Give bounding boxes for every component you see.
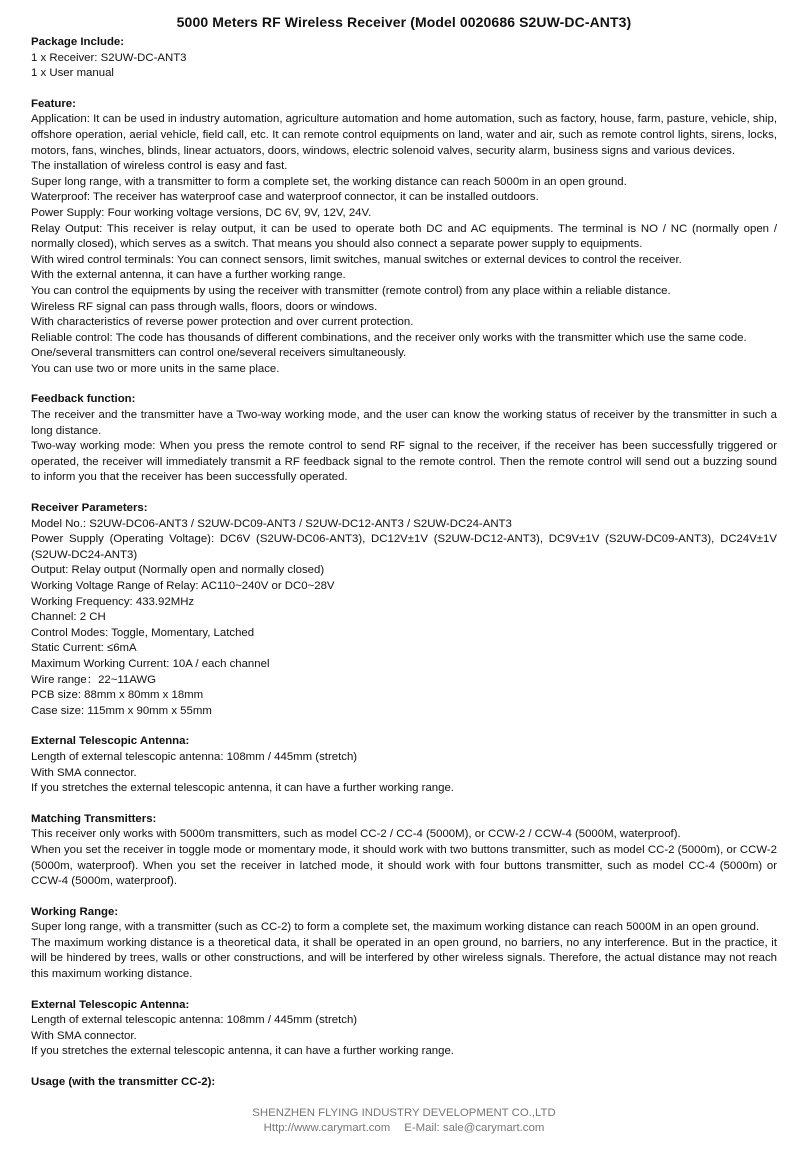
section-paragraph: Power Supply (Operating Voltage): DC6V (S2UW-DC06-ANT3), DC12V±1V (S2UW-DC12-ANT3), DC9V±1V (S2UW-DC09-ANT3), DC24V±1V (S2UW-DC24-ANT3) (31, 533, 777, 561)
section-heading: Feedback function: (31, 393, 136, 406)
section-paragraph: You can use two or more units in the same place. (31, 362, 280, 375)
section-heading: Receiver Parameters: (31, 502, 148, 515)
page-footer (0, 1106, 808, 1136)
section-paragraph: Case size: 115mm x 90mm x 55mm (31, 704, 212, 717)
sections-container (31, 35, 777, 1091)
section-heading: External Telescopic Antenna: (31, 998, 190, 1011)
section-paragraph: The installation of wireless control is easy and fast. (31, 160, 288, 173)
section-paragraph: The receiver and the transmitter have a Two-way working mode, and the user can know the working status of receiver by the transmitter in such a long distance. (31, 409, 777, 437)
section (31, 998, 777, 1060)
section-paragraph: Super long range, with a transmitter to form a complete set, the working distance can reach 5000m in an open ground. (31, 175, 627, 188)
footer-email[interactable]: E-Mail: sale@carymart.com (404, 1122, 545, 1134)
section-paragraph: Working Frequency: 433.92MHz (31, 595, 195, 608)
section (31, 392, 777, 486)
section-paragraph: Length of external telescopic antenna: 108mm / 445mm (stretch) (31, 750, 358, 763)
section-heading: External Telescopic Antenna: (31, 735, 190, 748)
section-heading: Matching Transmitters: (31, 812, 157, 825)
section-heading: Feature: (31, 97, 76, 110)
section-paragraph: Two-way working mode: When you press the remote control to send RF signal to the receiver, if the receiver has been successfully triggered or operated, the receiver will immediately transmit a RF feedback signal to the remote control. Then the remote control will send out a buzzing sound to inform you that the receiver has been successfully operated. (31, 440, 777, 484)
section-paragraph: Power Supply: Four working voltage versions, DC 6V, 9V, 12V, 24V. (31, 206, 372, 219)
section-paragraph: With the external antenna, it can have a further working range. (31, 269, 346, 282)
section-paragraph: 1 x User manual (31, 67, 114, 80)
section (31, 97, 777, 378)
section-paragraph: Output: Relay output (Normally open and normally closed) (31, 564, 325, 577)
section-paragraph: Wire range：22~11AWG (31, 673, 157, 686)
section-paragraph: Channel: 2 CH (31, 611, 106, 624)
section (31, 905, 777, 983)
section-paragraph: Length of external telescopic antenna: 108mm / 445mm (stretch) (31, 1014, 358, 1027)
section-paragraph: This receiver only works with 5000m transmitters, such as model CC-2 / CC-4 (5000M), or CCW-2 / CCW-4 (5000M, waterproof). (31, 828, 681, 841)
section (31, 734, 777, 796)
section-paragraph: If you stretches the external telescopic antenna, it can have a further working range. (31, 782, 454, 795)
section-paragraph: Super long range, with a transmitter (such as CC-2) to form a complete set, the maximum working distance can reach 5000M in an open ground. (31, 921, 760, 934)
section-paragraph: Model No.: S2UW-DC06-ANT3 / S2UW-DC09-ANT3 / S2UW-DC12-ANT3 / S2UW-DC24-ANT3 (31, 517, 512, 530)
section-paragraph: Static Current: ≤6mA (31, 642, 137, 655)
section-paragraph: Application: It can be used in industry automation, agriculture automation and home automation, such as factory, house, farm, pasture, vehicle, ship, offshore operation, aerial vehicle, field call, etc. It can remote control equipments on land, water and air, such as remote control lights, sirens, locks, motors, fans, winches, blinds, linear actuators, doors, windows, electric solenoid valves, security alarm, business signs and various devices. (31, 113, 777, 157)
section-paragraph: One/several transmitters can control one/several receivers simultaneously. (31, 347, 407, 360)
section-paragraph: Waterproof: The receiver has waterproof case and waterproof connector, it can be installed outdoors. (31, 191, 539, 204)
section-paragraph: If you stretches the external telescopic antenna, it can have a further working range. (31, 1045, 454, 1058)
section-paragraph: With wired control terminals: You can connect sensors, limit switches, manual switches or external devices to control the receiver. (31, 253, 682, 266)
document-page (31, 12, 777, 1091)
section-paragraph: Control Modes: Toggle, Momentary, Latched (31, 626, 255, 639)
footer-website[interactable]: Http://www.carymart.com (263, 1122, 391, 1134)
section (31, 501, 777, 719)
section-paragraph: With SMA connector. (31, 1029, 137, 1042)
section (31, 35, 777, 82)
footer-company: SHENZHEN FLYING INDUSTRY DEVELOPMENT CO.,LTD (252, 1107, 556, 1119)
section-paragraph: With characteristics of reverse power protection and over current protection. (31, 316, 414, 329)
section-paragraph: With SMA connector. (31, 766, 137, 779)
section (31, 1075, 777, 1091)
section-paragraph: When you set the receiver in toggle mode or momentary mode, it should work with two buttons transmitter, such as model CC-2 (5000m), or CCW-2 (5000m, waterproof). When you set the receiver in latched mode, it should work with four buttons transmitter, such as model CC-4 (5000m) or CCW-4 (5000m, waterproof). (31, 843, 777, 888)
section-heading: Package Include: (31, 36, 125, 48)
section-paragraph: Reliable control: The code has thousands of different combinations, and the receiver only works with the transmitter which use the same code. (31, 331, 747, 344)
section-paragraph: Working Voltage Range of Relay: AC110~240V or DC0~28V (31, 580, 335, 592)
section-heading: Working Range: (31, 905, 119, 918)
section-paragraph: 1 x Receiver: S2UW-DC-ANT3 (31, 51, 187, 64)
section-paragraph: Wireless RF signal can pass through walls, floors, doors or windows. (31, 300, 378, 313)
document-title: 5000 Meters RF Wireless Receiver (Model 0020686 S2UW-DC-ANT3) (176, 14, 632, 30)
section-paragraph: Relay Output: This receiver is relay output, it can be used to operate both DC and AC equipments. The terminal is NO / NC (normally open / normally closed), which serves as a switch. That means you should also connect a separate power supply to equipments. (31, 222, 777, 251)
section-paragraph: The maximum working distance is a theoretical data, it shall be operated in an open ground, no barriers, no any interference. But in the practice, it will be hindered by trees, walls or other constructions, and will be interfered by other wireless signals. Therefore, the actual distance may not reach this maximum working distance. (31, 936, 777, 981)
section-paragraph: Maximum Working Current: 10A / each channel (31, 657, 270, 670)
section-paragraph: You can control the equipments by using the receiver with transmitter (remote control) from any place within a reliable distance. (31, 284, 671, 297)
section-heading: Usage (with the transmitter CC-2): (31, 1076, 216, 1089)
section (31, 812, 777, 890)
section-paragraph: PCB size: 88mm x 80mm x 18mm (31, 689, 204, 702)
